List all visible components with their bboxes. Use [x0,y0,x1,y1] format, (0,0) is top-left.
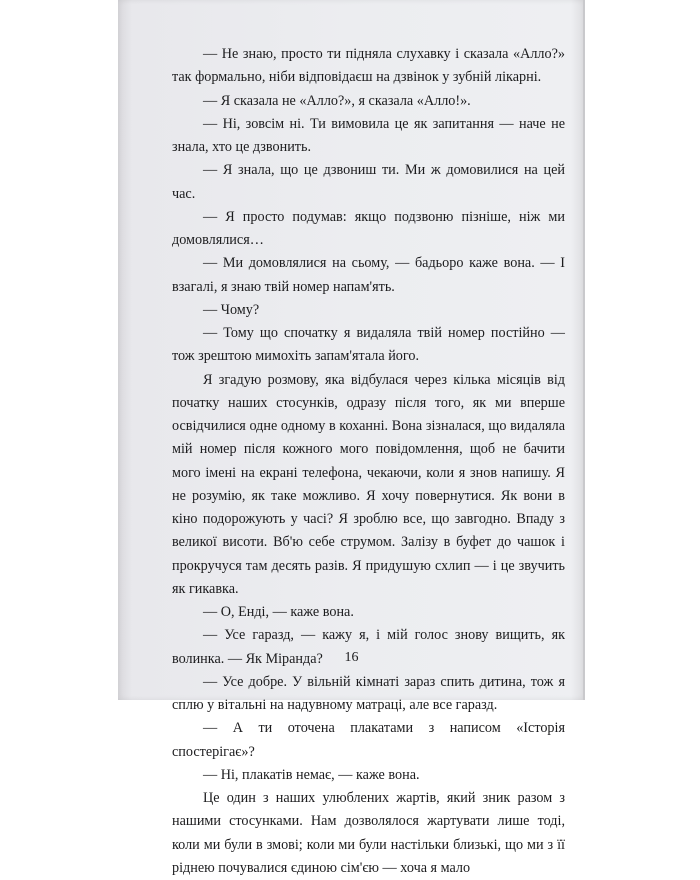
paragraph: Це один з наших улюблених жартів, який зник разом з нашими стосунками. Нам дозволялося жартувати лише тоді, коли ми були в змові; коли ми були настільки близькі, що ми з її ріднею почувалися єдиною сім'єю — хоча я мало [172,790,565,876]
paragraph: — Чому? [203,301,260,318]
paragraph: Я згадую розмову, яка відбулася через кілька місяців від початку наших стосунків, одразу після того, як ми вперше освідчилися одне одному в коханні. Вона зізналася, що видаляла мій номер після кожного мого повідомлення, щоб не бачити мого імені на екрані телефона, чекаючи, коли я знов напишу. Я не розумію, як таке можливо. Я хочу повернутися. Як вони в кіно подорожують у часі? Я зроблю все, що завгодно. Впаду з великої висоти. Вб'ю себе струмом. Залізу в буфет до чашок і прокручуся там десять разів. Я придушую схлип — і це звучить як гикавка. [172,371,565,597]
paragraph: — Ні, плакатів немає, — каже вона. [203,766,420,783]
paragraph: — Я сказала не «Алло?», я сказала «Алло!». [203,92,471,109]
paragraph: — О, Енді, — каже вона. [203,604,354,620]
paragraph: — Усе гаразд, — кажу я, і мій голос знову вищить, як волинка. — Як Міранда? [172,627,565,667]
paragraph: — Не знаю, просто ти підняла слухавку і сказала «Алло?» так формально, ніби відповідаєш на дзвінок у зубній лікарні. [172,46,565,86]
paragraph: — Ми домовлялися на сьому, — бадьоро каже вона. — І взагалі, я знаю твій номер напам'ять. [172,255,565,295]
paragraph: — Ні, зовсім ні. Ти вимовила це як запитання — наче не знала, хто це дзвонить. [172,115,565,155]
page-number: 16 [344,650,359,665]
paragraph: — Я знала, що це дзвониш ти. Ми ж домовилися на цей час. [172,162,565,202]
body-text [172,43,565,880]
paragraph: — Я просто подумав: якщо подзвоню пізніше, ніж ми домовлялися… [172,208,565,248]
paragraph: — Усе добре. У вільній кімнаті зараз спить дитина, тож я сплю у вітальні на надувному матраці, але все гаразд. [172,673,565,713]
paragraph: — Тому що спочатку я видаляла твій номер постійно — тож зрештою мимохіть запам'ятала його. [172,325,565,365]
paragraph: — А ти оточена плакатами з написом «Історія спостерігає»? [172,720,565,760]
